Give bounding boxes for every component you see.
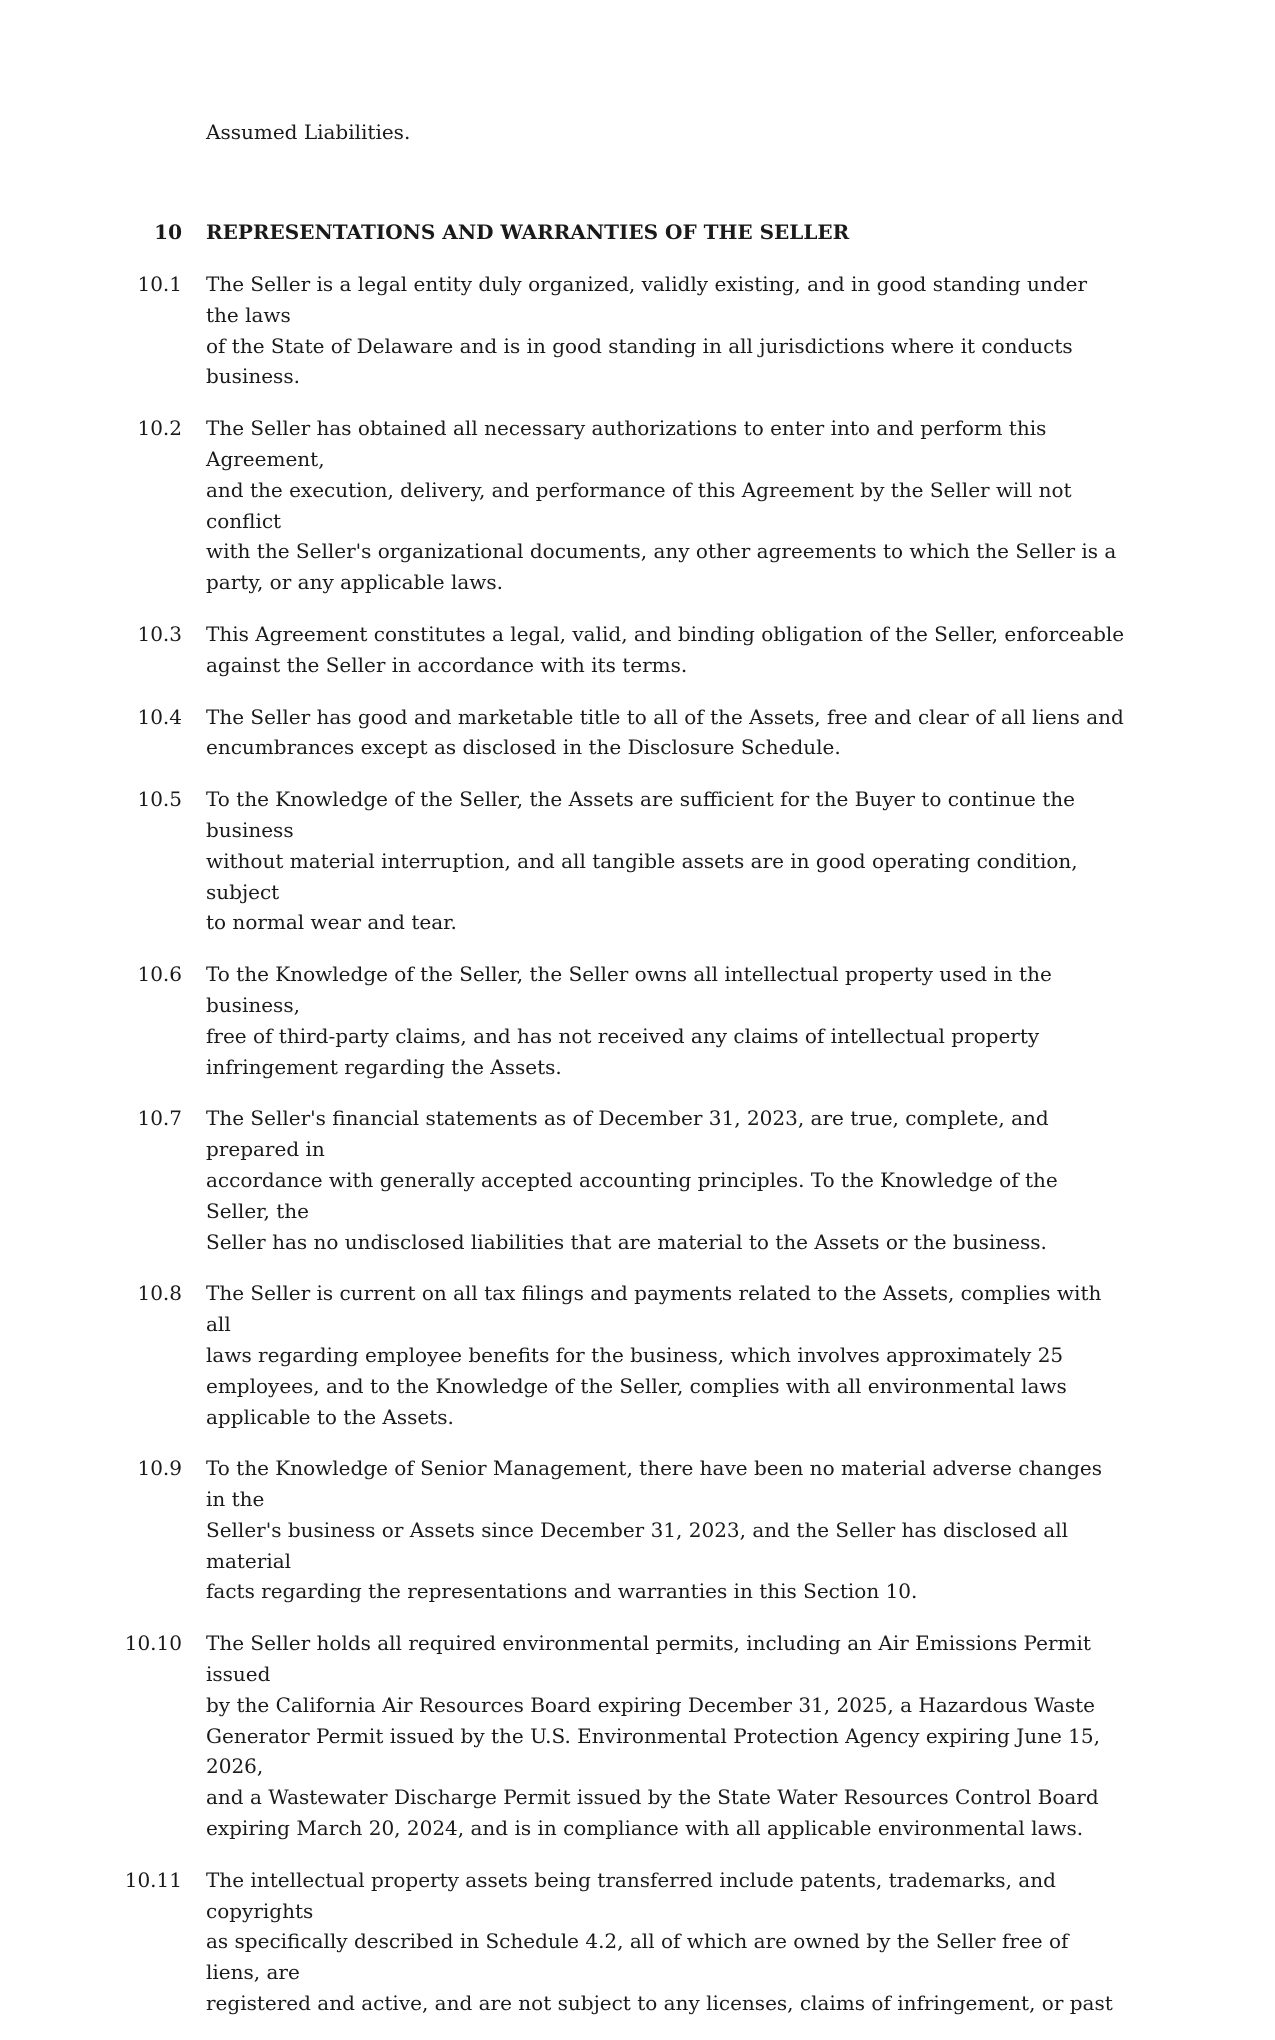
clause-text: The Seller has obtained all necessary authorizations to enter into and perform this Agreement, and the execution, delivery, and performance of this Agreement by the Seller will not conflict with the Seller's organizational documents, any other agreements to which the Seller is a party, or any applicable laws.: [206, 416, 1117, 595]
clause-number: 10.2: [137, 416, 182, 441]
clause-number: 10.10: [124, 1631, 182, 1656]
clause-10-4: [0, 702, 1275, 764]
clause-10-9: [0, 1453, 1275, 1607]
clause-10-5: [0, 784, 1275, 938]
clause-text: This Agreement constitutes a legal, valid, and binding obligation of the Seller, enforceable against the Seller in accordance with its terms.: [206, 621, 1125, 677]
clause-number: 10.3: [137, 621, 182, 646]
section-title: REPRESENTATIONS AND WARRANTIES OF THE SELLER: [206, 220, 850, 244]
clause-text: The Seller's financial statements as of December 31, 2023, are true, complete, and prepared in accordance with generally accepted accounting principles. To the Knowledge of the Seller, the Seller has no undisclosed liabilities that are material to the Assets or the business.: [206, 1106, 1058, 1254]
clause-10-11: [0, 1865, 1275, 2019]
section-number: 10: [154, 220, 182, 244]
clause-number: 10.7: [137, 1106, 182, 1131]
clause-text: The Seller is current on all tax filings and payments related to the Assets, complies with all laws regarding employee benefits for the business, which involves approximately 25 employees, and to the Knowledge of the Seller, complies with all environmental laws applicable to the Assets.: [206, 1281, 1102, 1429]
clause-10-2: [0, 413, 1275, 598]
clause-10-7: [0, 1103, 1275, 1257]
clause-text: To the Knowledge of the Seller, the Seller owns all intellectual property used in the business, free of third-party claims, and has not received any claims of intellectual property infringement regarding the Assets.: [206, 962, 1052, 1079]
clause-10-6: [0, 959, 1275, 1082]
clause-text: The Seller has good and marketable title to all of the Assets, free and clear of all liens and encumbrances except as disclosed in the Disclosure Schedule.: [206, 704, 1124, 760]
clause-text: To the Knowledge of Senior Management, there have been no material adverse changes in the Seller's business or Assets since December 31, 2023, and the Seller has disclosed all material facts regarding the representations and warranties in this Section 10.: [206, 1456, 1103, 1604]
clause-10-1: [0, 269, 1275, 392]
clause-10-8: [0, 1278, 1275, 1432]
carryover-text: Assumed Liabilities.: [206, 120, 411, 144]
clause-number: 10.6: [137, 962, 182, 987]
clause-text: The Seller is a legal entity duly organized, validly existing, and in good standing under the laws of the State of Delaware and is in good standing in all jurisdictions where it conducts business.: [206, 272, 1088, 389]
clause-10-3: [0, 619, 1275, 681]
clause-number: 10.1: [137, 272, 182, 296]
clause-text: The Seller holds all required environmental permits, including an Air Emissions Permit issued by the California Air Resources Board expiring December 31, 2025, a Hazardous Waste Generator Permit issued by the U.S. Environmental Protection Agency expiring June 15, 2026, and a Wastewater Discharge Permit issued by the State Water Resources Control Board expiring March 20, 2024, and is in compliance with all applicable environmental laws.: [206, 1631, 1100, 1841]
clause-number: 10.11: [124, 1867, 182, 1892]
clause-text: The intellectual property assets being transferred include patents, trademarks, and copyrights as specifically described in Schedule 4.2, all of which are owned by the Seller free of liens, are registered and active, and are not subject to any licenses, claims of infringement, or past: [206, 1867, 1113, 2016]
clause-number: 10.9: [137, 1456, 182, 1481]
clause-number: 10.8: [137, 1281, 182, 1306]
clause-number: 10.4: [137, 704, 182, 729]
clause-text: To the Knowledge of the Seller, the Assets are sufficient for the Buyer to continue the business without material interruption, and all tangible assets are in good operating condition, subject to normal wear and tear.: [206, 787, 1078, 935]
clause-number: 10.5: [137, 787, 182, 812]
clause-10-10: [0, 1628, 1275, 1844]
clause-list: [0, 269, 1275, 2040]
